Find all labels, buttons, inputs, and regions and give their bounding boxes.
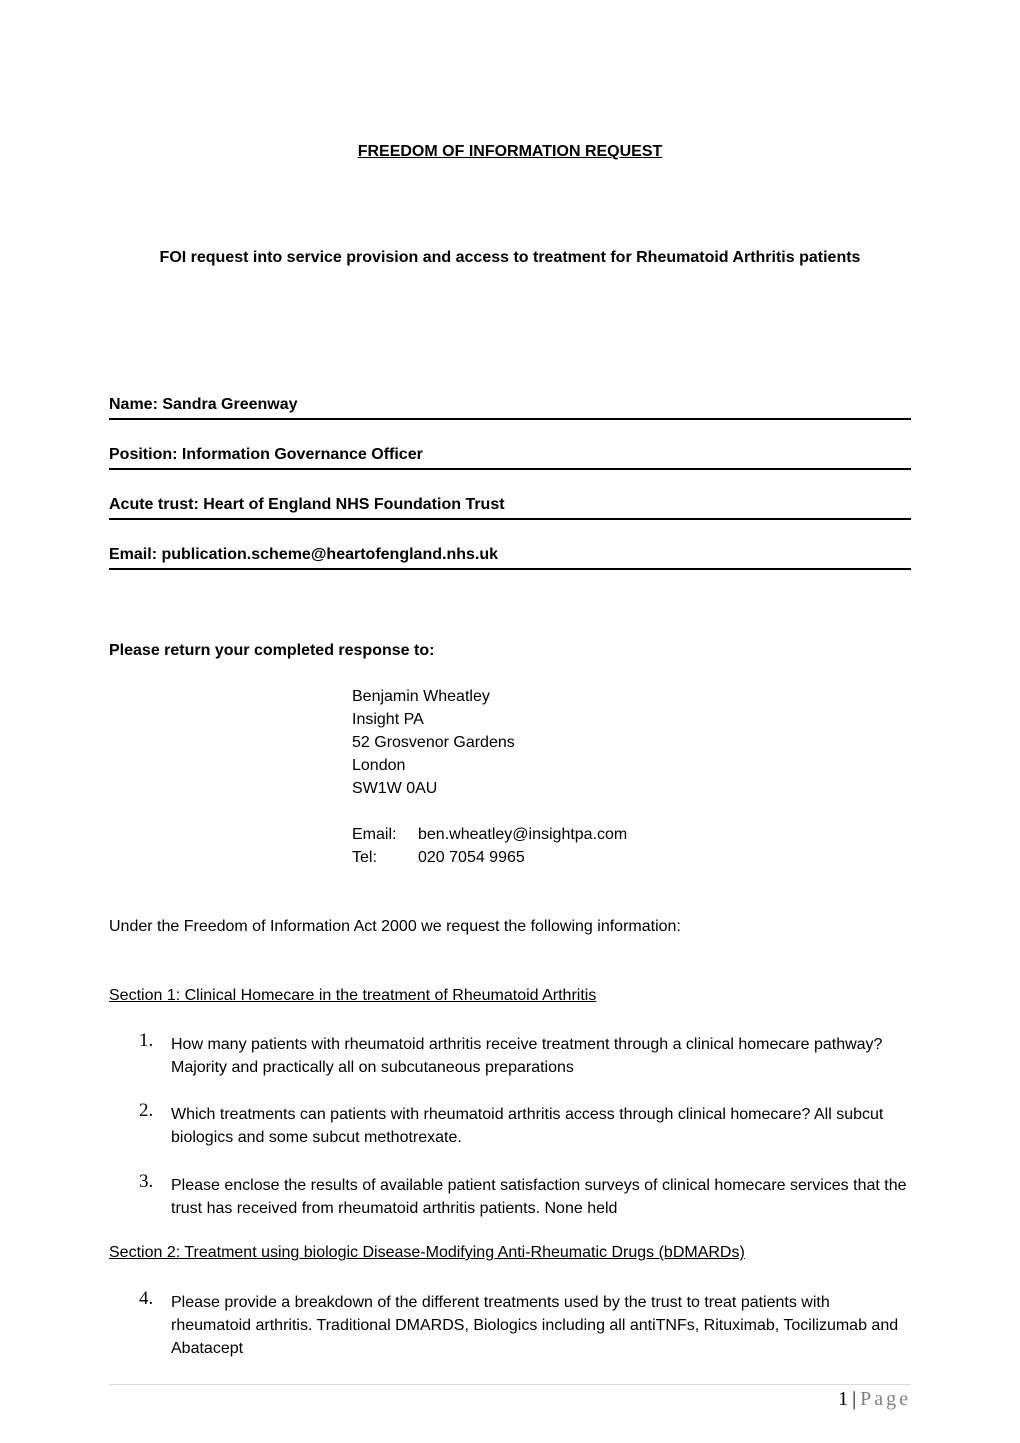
contact-email-label: Email: <box>352 826 397 843</box>
question-number: 3. <box>139 1171 154 1192</box>
position-field <box>109 442 911 470</box>
document-subtitle: FOI request into service provision and access to treatment for Rheumatoid Arthritis patients <box>159 249 861 266</box>
document-title: FREEDOM OF INFORMATION REQUEST <box>357 143 663 160</box>
question-number: 2. <box>139 1100 154 1121</box>
question-text: Which treatments can patients with rheumatoid arthritis access through clinical homecare? All subcut biologics and some subcut methotrexate. <box>171 1106 884 1146</box>
name-field-text: Name: Sandra Greenway <box>109 396 298 413</box>
footer-separator: | <box>852 1388 857 1410</box>
contact-email-link[interactable]: ben.wheatley@insightpa.com <box>418 826 628 843</box>
section-2-heading: Section 2: Treatment using biologic Disease-Modifying Anti-Rheumatic Drugs (bDMARDs) <box>109 1244 745 1261</box>
contact-email-row <box>352 823 627 846</box>
trust-field <box>109 492 911 520</box>
address-line: Insight PA <box>352 711 424 728</box>
question-text: How many patients with rheumatoid arthritis receive treatment through a clinical homecare pathway? Majority and practically all on subcutaneous preparations <box>171 1036 883 1076</box>
email-field <box>109 542 911 570</box>
trust-field-text: Acute trust: Heart of England NHS Foundation Trust <box>109 496 505 513</box>
page-footer <box>838 1388 911 1411</box>
question-text: Please provide a breakdown of the different treatments used by the trust to treat patients with rheumatoid arthritis. Traditional DMARDS, Biologics including all antiTNFs, Rituximab, Tocilizumab and Abatacept <box>171 1294 899 1357</box>
address-line: Benjamin Wheatley <box>352 688 490 705</box>
intro-text: Under the Freedom of Information Act 2000 we request the following information: <box>109 918 681 935</box>
address-line: SW1W 0AU <box>352 780 438 797</box>
question-text: Please enclose the results of available patient satisfaction surveys of clinical homecare services that the trust has received from rheumatoid arthritis patients. None held <box>171 1177 907 1217</box>
contact-tel-value: 020 7054 9965 <box>418 849 525 866</box>
footer-divider <box>109 1384 911 1385</box>
page-number: 1 <box>838 1388 849 1410</box>
question-number: 4. <box>139 1288 154 1309</box>
address-line: 52 Grosvenor Gardens <box>352 734 515 751</box>
return-address <box>352 685 627 869</box>
page-label: Page <box>860 1388 911 1410</box>
return-heading: Please return your completed response to: <box>109 642 435 659</box>
section-1-heading: Section 1: Clinical Homecare in the treatment of Rheumatoid Arthritis <box>109 987 597 1004</box>
name-field <box>109 392 911 420</box>
contact-tel-row <box>352 846 627 869</box>
position-field-text: Position: Information Governance Officer <box>109 446 423 463</box>
question-number: 1. <box>139 1030 154 1051</box>
email-field-text: Email: publication.scheme@heartofengland.nhs.uk <box>109 546 498 563</box>
address-line: London <box>352 757 406 774</box>
contact-tel-label: Tel: <box>352 849 377 866</box>
